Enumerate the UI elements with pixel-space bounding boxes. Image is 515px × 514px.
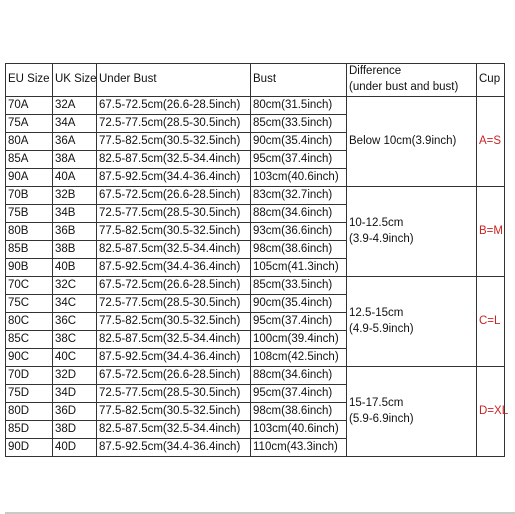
- eu-size-cell: 80C: [6, 313, 53, 331]
- header-difference-subtitle: (under bust and bust): [349, 81, 459, 93]
- bust-cell: 103cm(40.6inch): [251, 169, 347, 187]
- bust-cell: 108cm(42.5inch): [251, 349, 347, 367]
- under-bust-cell: 77.5-82.5cm(30.5-32.5inch): [97, 313, 251, 331]
- uk-size-cell: 36B: [53, 223, 97, 241]
- bust-cell: 85cm(33.5inch): [251, 115, 347, 133]
- eu-size-cell: 85C: [6, 331, 53, 349]
- eu-size-cell: 75D: [6, 385, 53, 403]
- under-bust-cell: 87.5-92.5cm(34.4-36.4inch): [97, 259, 251, 277]
- header-difference-title: Difference: [349, 65, 402, 78]
- bust-cell: 90cm(35.4inch): [251, 295, 347, 313]
- uk-size-cell: 38B: [53, 241, 97, 259]
- under-bust-cell: 67.5-72.5cm(26.6-28.5inch): [97, 277, 251, 295]
- bust-cell: 98cm(38.6inch): [251, 403, 347, 421]
- cup-size-cell: D=XL: [477, 367, 505, 457]
- eu-size-cell: 70B: [6, 187, 53, 205]
- uk-size-cell: 34D: [53, 385, 97, 403]
- header-cup: Cup: [477, 64, 505, 97]
- eu-size-cell: 90B: [6, 259, 53, 277]
- uk-size-cell: 32B: [53, 187, 97, 205]
- uk-size-cell: 36A: [53, 133, 97, 151]
- eu-size-cell: 85B: [6, 241, 53, 259]
- bust-cell: 88cm(34.6inch): [251, 367, 347, 385]
- bust-cell: 93cm(36.6inch): [251, 223, 347, 241]
- difference-cm: 10-12.5cm: [349, 216, 404, 229]
- uk-size-cell: 40D: [53, 439, 97, 457]
- eu-size-cell: 90C: [6, 349, 53, 367]
- uk-size-cell: 34C: [53, 295, 97, 313]
- cup-size-cell: A=S: [477, 97, 505, 187]
- eu-size-cell: 90D: [6, 439, 53, 457]
- under-bust-cell: 77.5-82.5cm(30.5-32.5inch): [97, 223, 251, 241]
- eu-size-cell: 80D: [6, 403, 53, 421]
- under-bust-cell: 72.5-77.5cm(28.5-30.5inch): [97, 205, 251, 223]
- under-bust-cell: 67.5-72.5cm(26.6-28.5inch): [97, 187, 251, 205]
- under-bust-cell: 67.5-72.5cm(26.6-28.5inch): [97, 367, 251, 385]
- bust-cell: 110cm(43.3inch): [251, 439, 347, 457]
- size-chart: [5, 63, 509, 457]
- size-chart-table: [5, 63, 509, 457]
- bust-cell: 80cm(31.5inch): [251, 97, 347, 115]
- uk-size-cell: 40B: [53, 259, 97, 277]
- eu-size-cell: 70A: [6, 97, 53, 115]
- under-bust-cell: 87.5-92.5cm(34.4-36.4inch): [97, 169, 251, 187]
- header-bust: Bust: [251, 64, 347, 97]
- bust-cell: 95cm(37.4inch): [251, 313, 347, 331]
- uk-size-cell: 36D: [53, 403, 97, 421]
- bust-cell: 100cm(39.4inch): [251, 331, 347, 349]
- under-bust-cell: 82.5-87.5cm(32.5-34.4inch): [97, 151, 251, 169]
- bust-cell: 90cm(35.4inch): [251, 133, 347, 151]
- eu-size-cell: 80A: [6, 133, 53, 151]
- under-bust-cell: 72.5-77.5cm(28.5-30.5inch): [97, 115, 251, 133]
- eu-size-cell: 70D: [6, 367, 53, 385]
- difference-cm: Below 10cm(3.9inch): [349, 134, 457, 147]
- under-bust-cell: 77.5-82.5cm(30.5-32.5inch): [97, 133, 251, 151]
- difference-cell: [347, 97, 477, 187]
- uk-size-cell: 32D: [53, 367, 97, 385]
- eu-size-cell: 75A: [6, 115, 53, 133]
- under-bust-cell: 87.5-92.5cm(34.4-36.4inch): [97, 349, 251, 367]
- table-row: [6, 277, 505, 295]
- difference-inch: (4.9-5.9inch): [349, 322, 414, 335]
- under-bust-cell: 82.5-87.5cm(32.5-34.4inch): [97, 241, 251, 259]
- difference-cell: [347, 187, 477, 277]
- difference-inch: (3.9-4.9inch): [349, 232, 414, 245]
- difference-cm: 15-17.5cm: [349, 396, 404, 409]
- uk-size-cell: 34A: [53, 115, 97, 133]
- uk-size-cell: 36C: [53, 313, 97, 331]
- under-bust-cell: 77.5-82.5cm(30.5-32.5inch): [97, 403, 251, 421]
- cup-size-cell: C=L: [477, 277, 505, 367]
- uk-size-cell: 40A: [53, 169, 97, 187]
- header-row: [6, 64, 505, 97]
- under-bust-cell: 87.5-92.5cm(34.4-36.4inch): [97, 439, 251, 457]
- table-row: [6, 367, 505, 385]
- under-bust-cell: 72.5-77.5cm(28.5-30.5inch): [97, 385, 251, 403]
- difference-cell: [347, 277, 477, 367]
- under-bust-cell: 82.5-87.5cm(32.5-34.4inch): [97, 421, 251, 439]
- bust-cell: 85cm(33.5inch): [251, 277, 347, 295]
- bust-cell: 88cm(34.6inch): [251, 205, 347, 223]
- eu-size-cell: 90A: [6, 169, 53, 187]
- header-under-bust: Under Bust: [97, 64, 251, 97]
- header-uk-size: UK Size: [53, 64, 97, 97]
- difference-cell: [347, 367, 477, 457]
- uk-size-cell: 32A: [53, 97, 97, 115]
- under-bust-cell: 67.5-72.5cm(26.6-28.5inch): [97, 97, 251, 115]
- uk-size-cell: 38C: [53, 331, 97, 349]
- bust-cell: 103cm(40.6inch): [251, 421, 347, 439]
- bust-cell: 95cm(37.4inch): [251, 151, 347, 169]
- eu-size-cell: 80B: [6, 223, 53, 241]
- uk-size-cell: 38A: [53, 151, 97, 169]
- uk-size-cell: 32C: [53, 277, 97, 295]
- header-eu-size: EU Size: [6, 64, 53, 97]
- bust-cell: 83cm(32.7inch): [251, 187, 347, 205]
- difference-cm: 12.5-15cm: [349, 306, 404, 319]
- table-row: [6, 187, 505, 205]
- bust-cell: 95cm(37.4inch): [251, 385, 347, 403]
- table-row: [6, 97, 505, 115]
- uk-size-cell: 34B: [53, 205, 97, 223]
- cup-size-cell: B=M: [477, 187, 505, 277]
- uk-size-cell: 38D: [53, 421, 97, 439]
- under-bust-cell: 82.5-87.5cm(32.5-34.4inch): [97, 331, 251, 349]
- header-difference: [347, 64, 477, 97]
- eu-size-cell: 75C: [6, 295, 53, 313]
- eu-size-cell: 85D: [6, 421, 53, 439]
- eu-size-cell: 75B: [6, 205, 53, 223]
- uk-size-cell: 40C: [53, 349, 97, 367]
- eu-size-cell: 85A: [6, 151, 53, 169]
- difference-inch: (5.9-6.9inch): [349, 412, 414, 425]
- under-bust-cell: 72.5-77.5cm(28.5-30.5inch): [97, 295, 251, 313]
- bust-cell: 105cm(41.3inch): [251, 259, 347, 277]
- eu-size-cell: 70C: [6, 277, 53, 295]
- bust-cell: 98cm(38.6inch): [251, 241, 347, 259]
